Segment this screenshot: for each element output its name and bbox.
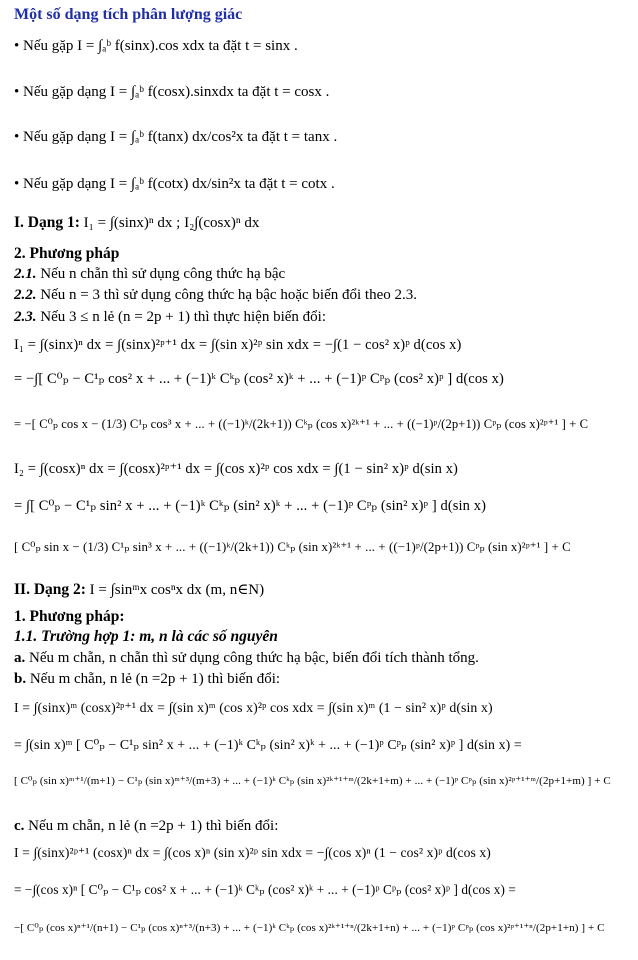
eq-c-line: = −∫(cos x)ⁿ [ C⁰ₚ − C¹ₚ cos² x + ... + (−1)ᵏ Cᵏₚ (cos² x)ᵏ + ... + (−1)ᵖ Cᵖₚ (cos² x)ᵖ ] d(cos x) =	[14, 882, 516, 897]
section1-label: I. Dạng 1:	[14, 214, 80, 231]
case-c-text: Nếu m chẵn, n lẻ (n =2p + 1) thì biến đổi:	[28, 818, 279, 834]
method1-item	[14, 309, 326, 326]
bullet-cos: • Nếu gặp dạng I = ∫ₐᵇ f(cosx).sinxdx ta đặt t = cosx .	[14, 84, 330, 100]
case-b-line	[14, 671, 280, 688]
method2-heading: 1. Phương pháp:	[14, 608, 125, 625]
eq-I1-line: = −[ C⁰ₚ cos x − (1/3) C¹ₚ cos³ x + ... + ((−1)ᵏ/(2k+1)) Cᵏₚ (cos x)²ᵏ⁺¹ + ... + ((−1)ᵖ/(2p+1)) Cᵖₚ (cos x)²ᵖ⁺¹ ] + C	[14, 417, 589, 431]
eq-b-line: = ∫(sin x)ᵐ [ C⁰ₚ − C¹ₚ sin² x + ... + (−1)ᵏ Cᵏₚ (sin² x)ᵏ + ... + (−1)ᵖ Cᵖₚ (sin² x)ᵖ ] d(sin x) =	[14, 737, 522, 752]
eq-c-line: I = ∫(sinx)²ᵖ⁺¹ (cosx)ⁿ dx = ∫(cos x)ⁿ (sin x)²ᵖ sin xdx = −∫(cos x)ⁿ (1 − cos² x)ᵖ d(cos x)	[14, 845, 491, 860]
case1-title: 1.1. Trường hợp 1: m, n là các số nguyên	[14, 628, 278, 645]
method1-item-text: Nếu n = 3 thì sử dụng công thức hạ bậc hoặc biến đổi theo 2.3.	[40, 287, 417, 303]
method1-item	[14, 266, 285, 283]
case-a-text: Nếu m chẵn, n chẵn thì sử dụng công thức hạ bậc, biến đổi tích thành tổng.	[29, 650, 479, 666]
method1-item-num: 2.2.	[14, 287, 37, 303]
section2-line	[14, 581, 264, 599]
method1-item-text: Nếu n chẵn thì sử dụng công thức hạ bậc	[40, 266, 286, 282]
bullet-sin: • Nếu gặp I = ∫ₐᵇ f(sinx).cos xdx ta đặt t = sinx .	[14, 38, 298, 54]
section1-line	[14, 214, 259, 232]
section2-formula: I = ∫sinᵐx cosⁿx dx (m, n∈N)	[89, 582, 265, 598]
method1-item	[14, 287, 417, 304]
eq-I2-line: = ∫[ C⁰ₚ − C¹ₚ sin² x + ... + (−1)ᵏ Cᵏₚ (sin² x)ᵏ + ... + (−1)ᵖ Cᵖₚ (sin² x)ᵖ ] d(sin x)	[14, 498, 487, 514]
method1-item-text: Nếu 3 ≤ n lẻ (n = 2p + 1) thì thực hiện biến đổi:	[40, 309, 326, 325]
eq-b-line: I = ∫(sinx)ᵐ (cosx)²ᵖ⁺¹ dx = ∫(sin x)ᵐ (cos x)²ᵖ cos xdx = ∫(sin x)ᵐ (1 − sin² x)ᵖ d(sin x)	[14, 700, 493, 715]
method1-item-num: 2.3.	[14, 309, 37, 325]
eq-I2-line: [ C⁰ₚ sin x − (1/3) C¹ₚ sin³ x + ... + ((−1)ᵏ/(2k+1)) Cᵏₚ (sin x)²ᵏ⁺¹ + ... + ((−1)ᵖ/(2p+1)) Cᵖₚ (sin x)²ᵖ⁺¹ ] + C	[14, 540, 571, 554]
eq-I1-line: = −∫[ C⁰ₚ − C¹ₚ cos² x + ... + (−1)ᵏ Cᵏₚ (cos² x)ᵏ + ... + (−1)ᵖ Cᵖₚ (cos² x)ᵖ ] d(cos x)	[14, 371, 504, 387]
eq-c-line: −[ C⁰ₚ (cos x)ⁿ⁺¹/(n+1) − C¹ₚ (cos x)ⁿ⁺³/(n+3) + ... + (−1)ᵏ Cᵏₚ (cos x)²ᵏ⁺¹⁺ⁿ/(2k+1+n) + ... + (−1)ᵖ Cᵖₚ (cos x)²ᵖ⁺¹⁺ⁿ/(2p+1+n) ] + C	[14, 922, 605, 934]
case-c-line	[14, 818, 278, 835]
section2-label: II. Dạng 2:	[14, 581, 86, 598]
case-a-label: a.	[14, 650, 26, 666]
case-a-line	[14, 650, 479, 667]
method1-heading: 2. Phương pháp	[14, 245, 120, 262]
bullet-tan: • Nếu gặp dạng I = ∫ₐᵇ f(tanx) dx/cos²x ta đặt t = tanx .	[14, 129, 338, 145]
eq-I2-line: I₂ = ∫(cosx)ⁿ dx = ∫(cosx)²ᵖ⁺¹ dx = ∫(cos x)²ᵖ cos xdx = ∫(1 − sin² x)ᵖ d(sin x)	[14, 461, 458, 477]
eq-b-line: [ C⁰ₚ (sin x)ᵐ⁺¹/(m+1) − C¹ₚ (sin x)ᵐ⁺³/(m+3) + ... + (−1)ᵏ Cᵏₚ (sin x)²ᵏ⁺¹⁺ᵐ/(2k+1+m) + ... + (−1)ᵖ Cᵖₚ (sin x)²ᵖ⁺¹⁺ᵐ/(2p+1+m) ] + C	[14, 775, 611, 787]
case-b-text: Nếu m chẵn, n lẻ (n =2p + 1) thì biến đổi:	[29, 671, 281, 687]
case-b-label: b.	[14, 671, 27, 687]
method1-item-num: 2.1.	[14, 266, 37, 282]
eq-I1-line: I₁ = ∫(sinx)ⁿ dx = ∫(sinx)²ᵖ⁺¹ dx = ∫(sin x)²ᵖ sin xdx = −∫(1 − cos² x)ᵖ d(cos x)	[14, 337, 462, 353]
section1-formula: I₁ = ∫(sinx)ⁿ dx ; I₂∫(cosx)ⁿ dx	[83, 215, 260, 231]
page-title: Một số dạng tích phân lượng giác	[14, 6, 243, 23]
case-c-label: c.	[14, 818, 25, 834]
bullet-cot: • Nếu gặp dạng I = ∫ₐᵇ f(cotx) dx/sin²x ta đặt t = cotx .	[14, 176, 335, 192]
